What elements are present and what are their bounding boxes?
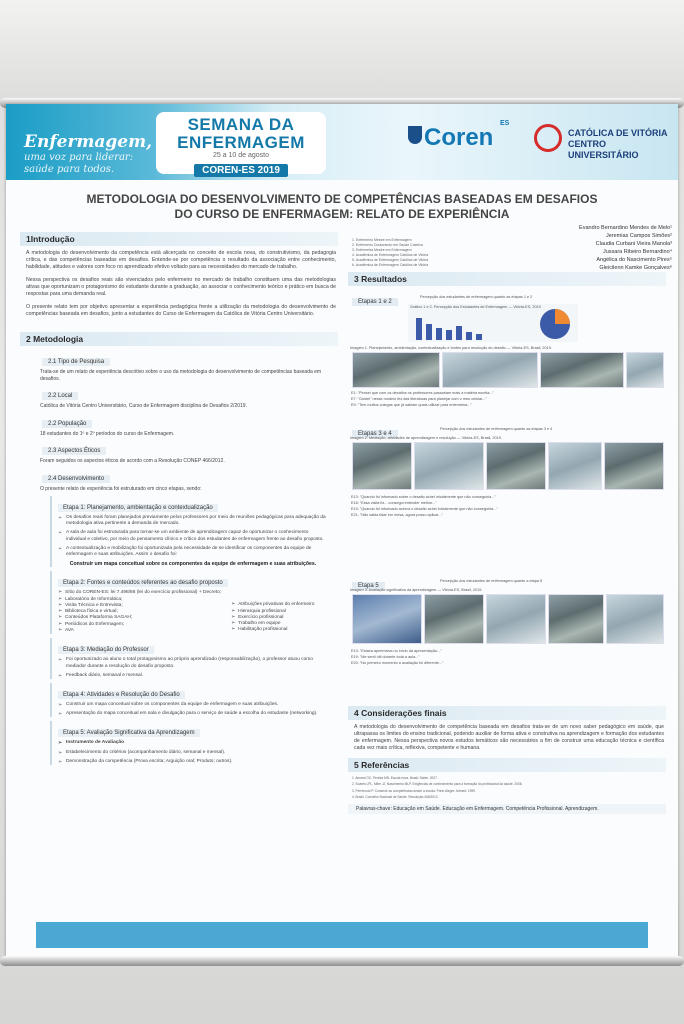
etapa-5-quotes xyxy=(348,648,518,667)
intro-paragraph-1: A metodologia do desenvolvimento da competência está alicerçada no conceito de escola nova, do construtivismo, da pedagogia crítica, e das competências baseadas em desafios. Entende-se por competência o resultado da associação entre conhecimento, habilidade, atitudes e valores com foco no aprendizado efetivo voltado para as necessidades do mercado de trabalho. xyxy=(26,250,336,270)
student-quote: E13: "Quando foi informado sobre o desafio achei inicialmente que não conseguiria..." xyxy=(351,495,496,499)
list-item: ➢ Conteúdos Plataforma SAGAH; xyxy=(58,615,221,621)
perception-bar-chart xyxy=(412,312,492,342)
perception-chart-panel xyxy=(408,304,578,342)
consideracoes-text: A metodologia do desenvolvimento de competência baseada em desafios trata-se de um novo saber pedagógico em saúde, que ultrapassa os limites do ensino tradicional, podendo auxiliar de forma ativa e construtiva na aprendizagem e formação dos estudantes de enfermagem. Nessa perspectiva novos estudos temáticos são necessários a fim de construir uma educação técnica e científica cada vez mais crítica, reflexiva, competente e humana. xyxy=(354,724,664,751)
author: Claudia Curbani Vieira Manola³ xyxy=(595,241,672,247)
list-item: ➢ Construir um mapa conceitual sobre os componentes da equipe de enfermagem e suas atribuições. xyxy=(58,702,328,708)
perception-pie-chart xyxy=(538,307,572,341)
event-logo xyxy=(156,112,326,174)
etapa-5-box xyxy=(50,721,328,765)
subsection-text: O presente relato de experiência foi estruturado em cinco etapas, sendo: xyxy=(40,485,202,492)
results-etapas-1-2 xyxy=(348,290,666,418)
slogan xyxy=(24,132,152,176)
poster-footer-band xyxy=(36,922,648,948)
list-item: ➢ Exercício profissional xyxy=(231,615,314,621)
subsection-text: 18 estudantes do 1º e 2º períodos do curso de Enfermagem. xyxy=(40,430,175,437)
author: Jeremias Campos Simões² xyxy=(605,233,672,239)
classroom-photo-6 xyxy=(414,442,484,490)
pie-slice xyxy=(555,309,570,324)
section-heading-consideracoes: 4 Considerações finais xyxy=(348,706,666,720)
intro-paragraph-3: O presente relato tem por objetivo apresentar a experiência pedagógica frente a utilização da metodologia do desenvolvimento de competências baseada em desafios, junto a estudantes do Curso de Enfermagem da Católica de Vitória Centro Universitário. xyxy=(26,304,336,317)
list-item: ➢ Periódicos do Enfermagem; xyxy=(58,622,221,628)
slogan-title: Enfermagem, xyxy=(24,132,153,152)
right-column xyxy=(348,272,666,814)
photo-caption: Imagem 1. Planejamento, ambientação, contextualização e fontes para resolução do desafio — Vitória-ES, Brasil, 2019. xyxy=(350,346,552,350)
reference-item: 1. Amaral OC, Pereira MN. Escola nova. Brasil: Saber. 2007. xyxy=(352,776,438,780)
student-quote: E7: "Gostei" nesse modelo fez das literaturas para planejar com o meu celular..." xyxy=(351,397,487,401)
list-item: ➢ Apresentação do mapa conceitual em sala e divulgação para o serviço de saúde a escolha do estudante (networking). xyxy=(58,711,328,717)
authors-list xyxy=(506,224,672,272)
list-item: ➢ Instrumento de Avaliação xyxy=(58,740,328,746)
etapas-3-4-label: Etapas 3 e 4 xyxy=(352,430,398,438)
etapa-2-contents-list xyxy=(231,590,314,634)
etapas-1-2-caption: Percepção dos estudantes de enfermagem quanto as etapas 1 e 2 xyxy=(420,295,533,299)
affiliation: 4. Acadêmica de Enfermagem Católica de Vitória xyxy=(352,253,429,257)
presentation-photo-2 xyxy=(424,594,484,644)
slogan-line-2: saúde para todos. xyxy=(24,164,115,175)
affiliation: 3. Enfermeira Mestre em Enfermagem xyxy=(352,248,412,252)
etapa-2-lists xyxy=(58,590,328,634)
subsection-heading: 2.2 Local xyxy=(42,392,78,400)
section-heading-resultados: 3 Resultados xyxy=(348,272,666,286)
coren-logo-suffix: ES xyxy=(500,120,510,127)
etapa-4-heading: Etapa 4: Atividades e Resolução do Desafio xyxy=(58,691,185,699)
list-item: ➢ Trabalho em equipe xyxy=(231,621,314,627)
author: Jussara Ribeiro Bernardino⁴ xyxy=(602,249,672,255)
etapa-2-box xyxy=(50,571,328,634)
etapa-5-list xyxy=(58,740,328,765)
catolica-logo-text xyxy=(568,128,672,161)
classroom-photo-2 xyxy=(442,352,538,388)
etapa-5-caption: Percepção dos estudantes de enfermagem quanto a etapa 5 xyxy=(440,579,543,583)
subsection-text: Trata-se de um relato de experiência descritivo sobre o uso da metodologia do desenvolvimento de competências baseada em desafios. xyxy=(40,369,322,382)
keywords: Palavras-chave: Educação em Saúde. Educação em Enfermagem. Competência Profissional. Aprendizagem. xyxy=(348,804,666,814)
metodologia-subsection xyxy=(20,467,338,493)
etapa-1-list xyxy=(58,515,328,558)
presentation-photo-5 xyxy=(606,594,664,644)
reference-item: 4. Brasil. Conselho Nacional de Saúde. Resolução 466/2012. xyxy=(352,795,439,800)
affiliations xyxy=(352,238,482,268)
slogan-line-1: uma voz para liderar: xyxy=(24,152,134,163)
affiliation: 1. Enfermeiro Mestre em Enfermagem xyxy=(352,238,412,242)
student-quote: E18: "Essa visita fiz... consegui entender melhor..." xyxy=(351,501,437,505)
affiliation: 2. Enfermeiro Doutorando em Saúde Coletiva xyxy=(352,243,423,247)
photo-caption: Imagem 2. Mediação, atividades de aprendizagem e resolução — Vitória-ES, Brasil, 2019. xyxy=(350,436,502,440)
classroom-photo-7 xyxy=(486,442,546,490)
student-quote: E19: "Me senti útil durante toda a aula..." xyxy=(351,655,420,659)
etapas-3-4-caption: Percepção dos estudantes de enfermagem quanto as etapas 3 e 4 xyxy=(440,427,553,431)
left-column xyxy=(20,232,338,769)
etapas-1-2-quotes xyxy=(348,390,508,409)
subsection-heading: 2.2 População xyxy=(42,420,92,428)
poster xyxy=(6,104,678,956)
poster-title-line-2: DO CURSO DE ENFERMAGEM: RELATO DE EXPERIÊNCIA xyxy=(174,207,510,221)
list-item: ➢ Sítio do COREN-ES: lei 7.498/86 (lei do exercício profissional) + Decreto; xyxy=(58,590,221,596)
classroom-photo-8 xyxy=(604,442,664,490)
bar xyxy=(426,324,432,340)
event-dates: 25 a 10 de agosto xyxy=(212,152,270,159)
student-quote: E1: "Pensei que com os desafios os professores passariam mais a matéria escrita..." xyxy=(351,391,494,395)
list-item: ➢ AVA xyxy=(58,628,221,634)
subsection-text: Católica de Vitória Centro Universitário, Curso de Enfermagem disciplina de Desafios 2/2019. xyxy=(40,403,247,409)
bar xyxy=(476,334,482,340)
list-item: ➢ Estabelecimento do critérios (acompanhamento diário, semanal e mensal). xyxy=(58,750,328,756)
etapas-1-2-label: Etapas 1 e 2 xyxy=(352,298,398,306)
metodologia-subsection xyxy=(20,384,338,410)
list-item: ➢ Habilitação profissional xyxy=(231,627,314,633)
affiliation: 5. Acadêmica de Enfermagem Católica de Vitória xyxy=(352,258,429,262)
list-item: ➢ A contextualização e mobilização foi oportunizada pela necessidade de se identificar os componentes da equipe de enfermagem e suas atribuições. Assim o desafio foi: xyxy=(58,546,328,558)
catolica-name: CATÓLICA DE VITÓRIA xyxy=(568,128,668,138)
classroom-photo-5 xyxy=(352,442,412,490)
sponsor-logos xyxy=(414,118,672,162)
author: Angélica do Nascimento Pires⁵ xyxy=(596,257,672,263)
presentation-photo-3 xyxy=(486,594,546,644)
section-heading-metodologia: 2 Metodologia xyxy=(20,332,338,346)
etapa-2-sources-list xyxy=(58,590,221,634)
etapa-5-label: Etapa 5 xyxy=(352,582,385,590)
concept-map-photo xyxy=(548,442,602,490)
list-item: ➢ Hierarquia profissional xyxy=(231,609,314,615)
student-quote: E20: "No primeiro momento a avaliação foi diferente..." xyxy=(351,661,444,665)
affiliation: 6. Acadêmica de Enfermagem Católica de Vitória xyxy=(352,263,429,267)
etapa-1-box xyxy=(50,496,328,567)
classroom-photo-3 xyxy=(540,352,624,388)
photo-caption: Imagem 3. Avaliação significativa da aprendizagem — Vitória-ES, Brasil, 2019. xyxy=(350,588,483,592)
student-quote: E19: "Quando foi informado acerca o desafio achei inicialmente que não conseguiria..." xyxy=(351,507,498,511)
bar xyxy=(436,328,442,340)
bar xyxy=(466,332,472,340)
list-item: ➢ Demonstração da competência (Prova escrita; Arguição oral; Produto; outros). xyxy=(58,759,328,765)
author: Evandro Bernardino Mendes de Melo¹ xyxy=(579,225,672,231)
etapas-3-4-quotes xyxy=(348,494,518,519)
author: Gleicilenn Kamke Gonçalves⁶ xyxy=(599,265,672,271)
results-etapas-3-4 xyxy=(348,422,666,570)
challenge-statement: Construir um mapa conceitual sobre os componentes da equipe de enfermagem e suas atribuições. xyxy=(69,561,317,568)
subsection-heading: 2.3 Aspectos Éticos xyxy=(42,447,106,455)
list-item: ➢ Os desafios reais foram planejados previamente pelos professores por meio de reuniões pedagógicas para adequação da metodologia ativa pertinente a demanda de mercado. xyxy=(58,515,328,527)
bar xyxy=(416,318,422,340)
subsection-heading: 2.1 Tipo de Pesquisa xyxy=(42,358,110,366)
student-quote: E13: "Estava apreensiva no início da apresentação..." xyxy=(351,649,442,653)
etapa-3-list xyxy=(58,657,328,679)
poster-title-line-1: METODOLOGIA DO DESENVOLVIMENTO DE COMPETÊNCIAS BASEADAS EM DESAFIOS xyxy=(86,192,598,206)
presentation-photo-1 xyxy=(352,594,422,644)
section-heading-intro: 1Introdução xyxy=(20,232,338,246)
poster-title xyxy=(36,192,648,222)
references-list xyxy=(348,776,666,800)
event-org: COREN-ES 2019 xyxy=(194,164,288,177)
poster-banner xyxy=(6,104,678,180)
subsection-text: Foram seguidos os aspectos éticos de acordo com a Resolução CONEP 466/2012. xyxy=(40,458,225,464)
list-item: ➢ Visita Técnica e Entrevista; xyxy=(58,603,221,609)
etapa-1-heading: Etapa 1: Planejamento, ambientação e contextualização xyxy=(58,504,218,512)
student-quote: E21: "Não sabia falar em mesa, agora posso aplicar..." xyxy=(351,513,443,517)
etapa-4-box xyxy=(50,683,328,717)
student-quote: E9: "Tem muitos colegas que já sabiam quais utilizar para enfermeira..." xyxy=(351,403,472,407)
reference-item: 3. Perrenoud P. Construir as competências desde a escola. Porto Alegre: Artmed; 1999. xyxy=(352,788,476,793)
bar xyxy=(446,330,452,340)
list-item: ➢ Foi oportunizado ao aluno o total protagonismo ao próprio aprendizado (responsabilização), o professor atuou como mediador durante a resolução do desafio proposto. xyxy=(58,657,328,669)
list-item: ➢ Biblioteca física e virtual; xyxy=(58,609,221,615)
coren-shield-icon xyxy=(408,126,422,144)
wall-background xyxy=(0,0,684,100)
list-item: ➢ Feedback diário, semanal e mensal. xyxy=(58,673,328,679)
event-title-line-2: ENFERMAGEM xyxy=(177,133,305,152)
metodologia-subsection xyxy=(20,439,338,465)
etapa-3-heading: Etapa 3: Mediação do Professor xyxy=(58,646,154,654)
list-item: ➢ Atribuições privativas do enfermeiro xyxy=(231,602,314,608)
etapa-4-list xyxy=(58,702,328,717)
etapa-3-box xyxy=(50,638,328,679)
metodologia-subsection xyxy=(20,412,338,438)
list-item: ➢ Laboratório de Informática; xyxy=(58,597,221,603)
intro-paragraph-2: Nessa perspectiva os desafios reais são vivenciados pelo enfermeiro no mercado de trabalho constituem uma das metodologias ativas que oportunizam o protagonismo do estudante durante a graduação, ao associar o conhecimento teórico e prático em busca de respostas para uma demanda real. xyxy=(26,277,336,297)
bottom-hanging-rod xyxy=(0,956,684,966)
subsection-heading: 2.4 Desenvolvimento xyxy=(42,475,110,483)
catolica-subtitle: CENTRO UNIVERSITÁRIO xyxy=(568,139,639,160)
section-heading-referencias: 5 Referências xyxy=(348,758,666,772)
reference-item: 2. Soares LPL, Mitre JJ, Nascimento MLP. Exigências de conhecimento para a formação do profissional da saúde. 2008. xyxy=(352,782,523,787)
etapa-2-heading: Etapa 2: Fontes e conteúdos referentes ao desafio proposto xyxy=(58,579,228,587)
event-title-line-1: SEMANA DA xyxy=(187,115,295,134)
bar xyxy=(456,326,462,340)
classroom-photo-1 xyxy=(352,352,440,388)
classroom-photo-4 xyxy=(626,352,664,388)
coren-logo-text: Coren xyxy=(424,124,494,151)
etapa-5-heading: Etapa 5: Avaliação Significativa da Aprendizagem xyxy=(58,729,200,737)
chart-caption: Gráfico 1 e 2. Percepção dos Estudantes de Enfermagem — Vitória-ES, 2019 xyxy=(410,305,541,309)
presentation-photo-4 xyxy=(548,594,604,644)
metodologia-subsection xyxy=(20,350,338,382)
list-item: ➢ A sala de aula foi estruturada para tornar-se um ambiente de aprendizagem capaz de oportunizar o conhecimento individual e coletivo, por meio do pensamento clínico e crítico dos estudantes de enfermagem frente ao desafio proposto. xyxy=(58,530,328,542)
results-etapa-5 xyxy=(348,574,666,702)
catolica-logo-icon xyxy=(534,124,562,152)
